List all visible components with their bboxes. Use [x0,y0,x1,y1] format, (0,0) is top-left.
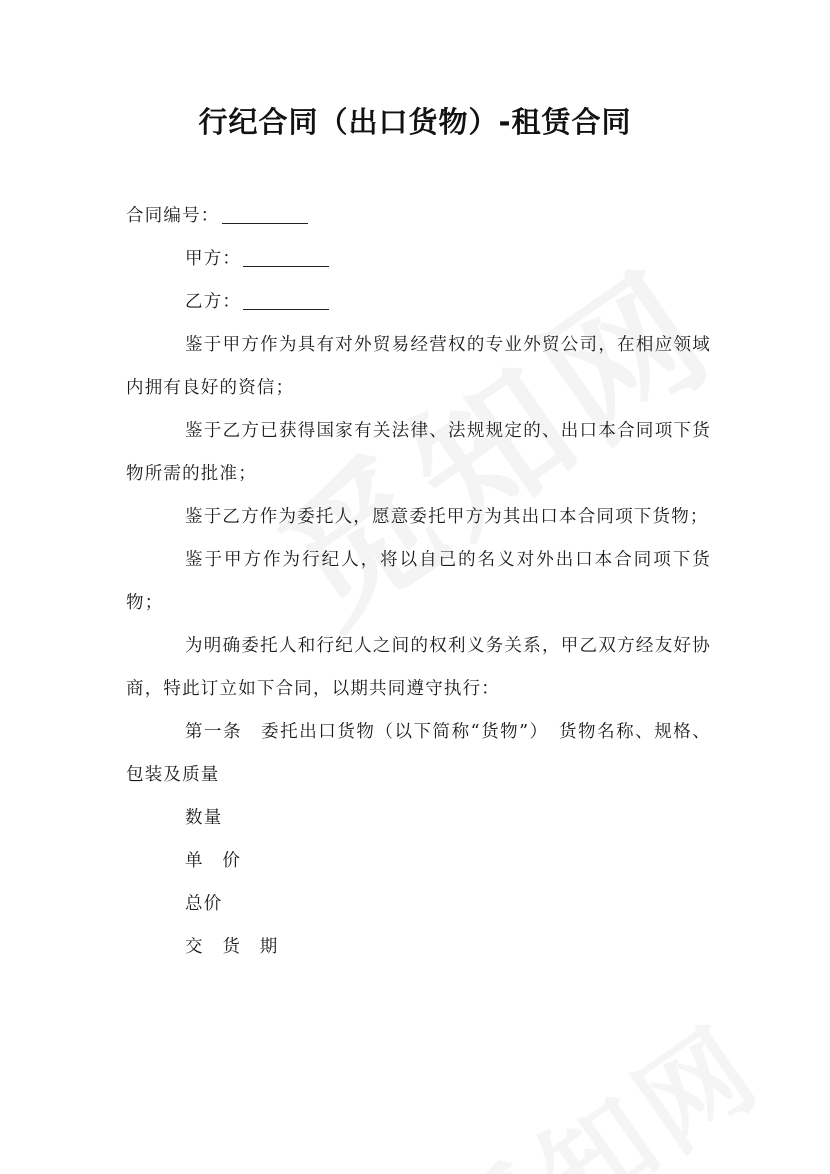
contract-number-label: 合同编号： [126,206,220,226]
paragraph-recital-4: 鉴于甲方作为行纪人，将以自己的名义对外出口本合同项下货物； [126,550,711,613]
contract-number-blank [222,222,308,224]
document-title: 行纪合同（出口货物）-租赁合同 [198,105,632,139]
item-unit-price: 单 价 [185,851,242,871]
paragraph-recital-2: 鉴于乙方已获得国家有关法律、法规规定的、出口本合同项下货物所需的批准； [126,421,711,484]
party-b-line [126,281,711,324]
contract-number-line [126,195,711,238]
watermark-bottom [407,983,788,1174]
party-b-label: 乙方： [185,292,242,312]
paragraph-purpose: 为明确委托人和行纪人之间的权利义务关系，甲乙双方经友好协商，特此订立如下合同，以期共同遵守执行： [126,636,711,699]
party-a-label: 甲方： [185,249,242,269]
paragraph-recital-1: 鉴于甲方作为具有对外贸易经营权的专业外贸公司，在相应领域内拥有良好的资信； [126,335,711,398]
paragraph-recital-3: 鉴于乙方作为委托人，愿意委托甲方为其出口本合同项下货物； [185,507,709,527]
party-b-blank [243,308,329,310]
item-delivery-date: 交 货 期 [185,937,279,957]
paragraph-article-1: 第一条 委托出口货物（以下简称“货物”） 货物名称、规格、包装及质量 [126,722,711,785]
item-quantity: 数量 [185,808,223,828]
party-a-blank [243,265,329,267]
party-a-line [126,238,711,281]
document-body [126,195,711,969]
item-total-price: 总价 [185,894,223,914]
